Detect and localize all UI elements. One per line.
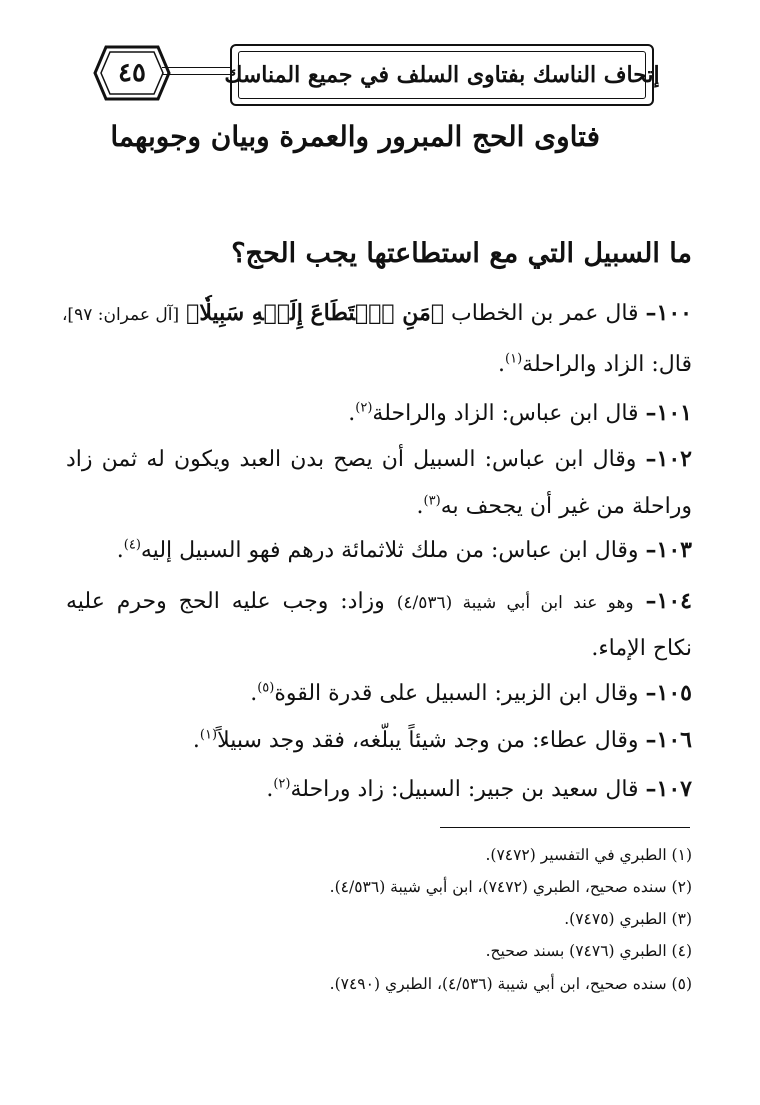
entry-text: وزاد: وجب عليه الحج وحرم عليه <box>66 589 385 614</box>
entry-number: ١٠٥– <box>645 680 692 706</box>
quran-verse: ﴿مَنِ ٱسۡتَطَاعَ إِلَيۡهِ سَبِيلٗا﴾ <box>186 300 445 326</box>
entry-102-line-2: وراحلة من غير أن يجحف به$^{(٣)}$. <box>416 493 692 519</box>
entry-text: قال: الزاد والراحلة <box>522 352 692 377</box>
entry-102-line-1 <box>66 446 692 472</box>
entry-101: ١٠١– قال ابن عباس: الزاد والراحلة$^{(٢)}$. <box>348 400 692 426</box>
footnote-1: (١) الطبري في التفسير (٧٤٧٢). <box>485 846 692 864</box>
footnote-marker: (٥) <box>257 680 275 696</box>
entry-100-line-1 <box>61 300 692 326</box>
footnote-marker: (١) <box>199 727 218 743</box>
entry-text: نكاح الإماء. <box>591 636 692 661</box>
footnote-marker: (٢) <box>355 400 373 416</box>
header-connector <box>162 67 230 68</box>
entry-105: ١٠٥– وقال ابن الزبير: السبيل على قدرة القوة$^{(٥)}$. <box>250 680 692 706</box>
entry-text: قال ابن عباس: الزاد والراحلة <box>372 401 639 426</box>
question-heading: ما السبيل التي مع استطاعتها يجب الحج؟ <box>231 238 692 269</box>
entry-text: وقال ابن عباس: من ملك ثلاثمائة درهم فهو السبيل إليه <box>140 538 639 563</box>
entry-text: وقال عطاء: من وجد شيئاً يبلّغه، فقد وجد سبيلاً <box>217 728 639 753</box>
footnote-5: (٥) سنده صحيح، ابن أبي شيبة (٤/٥٣٦)، الطبري (٧٤٩٠). <box>329 975 692 993</box>
page-number: ٤٥ <box>118 58 146 88</box>
chapter-title: فتاوى الحج المبرور والعمرة وبيان وجوبهما <box>110 120 600 153</box>
verse-reference: [آل عمران: ٩٧]، <box>61 305 180 325</box>
entry-number: ١٠٣– <box>645 537 692 563</box>
entry-text: وقال ابن الزبير: السبيل على قدرة القوة <box>274 681 639 706</box>
footnote-3: (٣) الطبري (٧٤٧٥). <box>564 910 692 928</box>
entry-104-line-2 <box>66 636 692 661</box>
entry-106: ١٠٦– وقال عطاء: من وجد شيئاً يبلّغه، فقد وجد سبيلاً$^{(١)}$. <box>192 727 692 753</box>
entry-104-line-1 <box>66 588 692 614</box>
entry-text: وقال ابن عباس: السبيل أن يصح بدن العبد ويكون له ثمن زاد <box>66 447 637 472</box>
footnote-4: (٤) الطبري (٧٤٧٦) بسند صحيح. <box>485 942 692 960</box>
entry-number: ١٠٧– <box>645 776 692 802</box>
entry-text: وهو عند ابن أبي شيبة (٤/٥٣٦) <box>396 593 634 613</box>
entry-100-line-2: قال: الزاد والراحلة$^{(١)}$. <box>498 351 692 377</box>
footnote-marker: (١) <box>505 351 523 367</box>
entry-number: ١٠١– <box>645 400 692 426</box>
footnote-marker: (٢) <box>273 776 291 792</box>
entry-number: ١٠٢– <box>645 446 692 472</box>
page-number-badge <box>92 44 172 102</box>
running-title: إتحاف الناسك بفتاوى السلف في جميع المناسك <box>238 51 646 99</box>
footnote-divider <box>440 827 690 828</box>
footnote-marker: (٤) <box>123 537 141 553</box>
entry-103: ١٠٣– وقال ابن عباس: من ملك ثلاثمائة درهم فهو السبيل إليه$^{(٤)}$. <box>116 537 692 563</box>
running-title-frame <box>224 44 660 106</box>
entry-text: قال سعيد بن جبير: السبيل: زاد وراحلة <box>290 777 639 802</box>
entry-107: ١٠٧– قال سعيد بن جبير: السبيل: زاد وراحلة$^{(٢)}$. <box>266 776 692 802</box>
entry-number: ١٠٦– <box>645 727 692 753</box>
entry-number: ١٠٤– <box>645 588 692 614</box>
footnote-2: (٢) سنده صحيح، الطبري (٧٤٧٢)، ابن أبي شيبة (٤/٥٣٦). <box>329 878 692 896</box>
entry-text: قال عمر بن الخطاب <box>451 301 639 326</box>
footnote-marker: (٣) <box>423 493 441 509</box>
header-connector <box>162 74 230 75</box>
entry-number: ١٠٠– <box>645 300 692 326</box>
entry-text: وراحلة من غير أن يجحف به <box>440 494 692 519</box>
